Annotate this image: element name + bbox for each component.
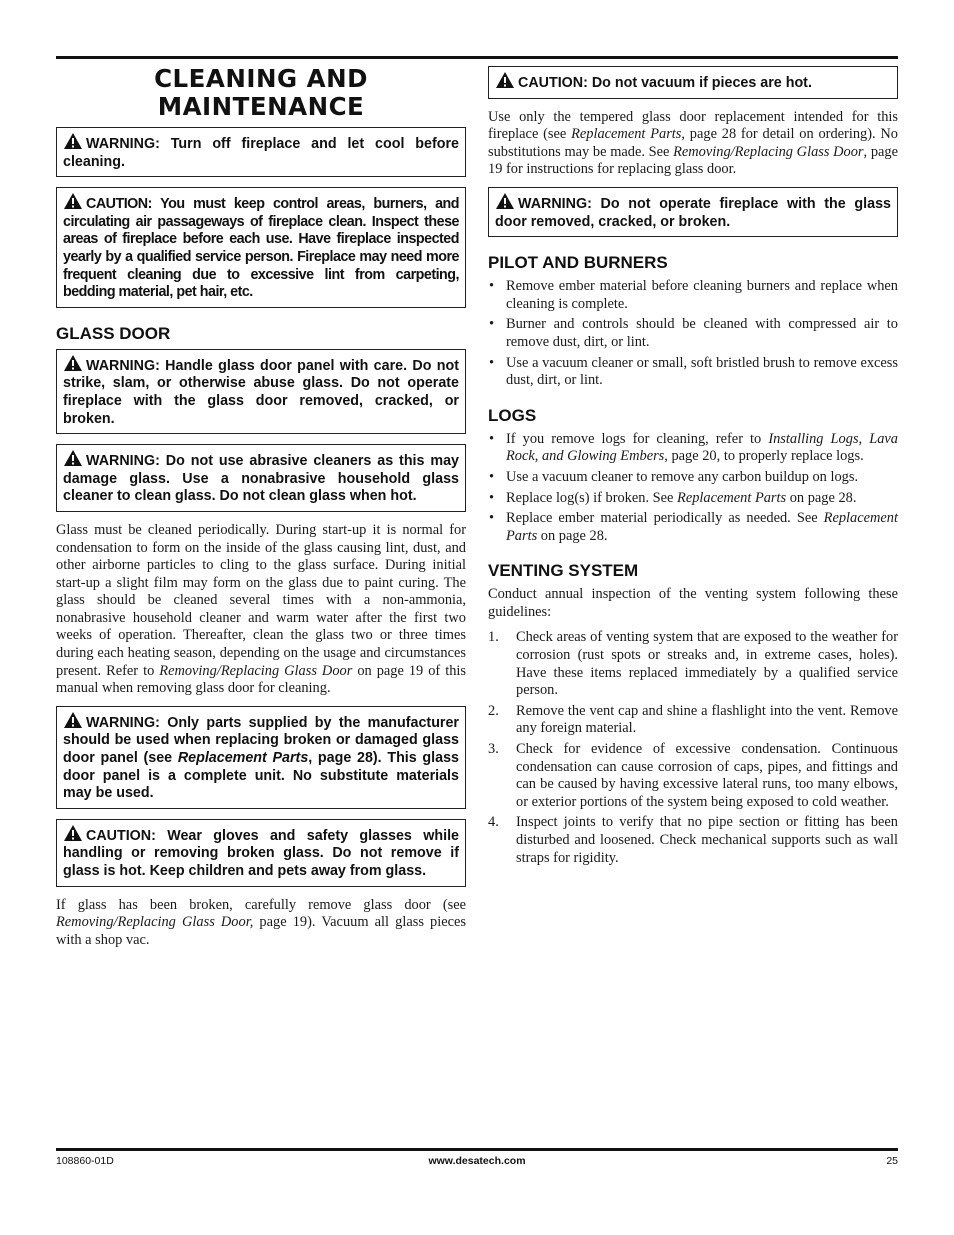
warning-triangle-icon (495, 71, 515, 89)
caution-box-vacuum: CAUTION: Do not vacuum if pieces are hot. (488, 66, 898, 99)
section-heading-glass-door: GLASS DOOR (56, 323, 171, 343)
bottom-rule (56, 1148, 898, 1151)
list-item: 2. Remove the vent cap and shine a flashlight into the vent. Remove any foreign material. (488, 702, 898, 737)
warning-triangle-icon (63, 132, 83, 150)
venting-steps-list (488, 629, 898, 867)
list-item: • Burner and controls should be cleaned with compressed air to remove dust, dirt, or lint. (488, 316, 898, 351)
document-number: 108860-01D (56, 1155, 114, 1167)
caution-box-clean-areas: CAUTION: You must keep control areas, burners, and circulating air passageways of fireplace clean. Inspect these areas of fireplace before each use. Have fireplace inspected yearly by a qualified service person. Fireplace may need more frequent cleaning due to excessive lint from carpeting, bedding material, pet hair, etc. (56, 187, 466, 308)
warning-box-cool: WARNING: Turn off fireplace and let cool before cleaning. (56, 127, 466, 177)
list-item: 4. Inspect joints to verify that no pipe section or fitting has been disturbed and loosened. Check mechanical supports such as wall straps for rigidity. (488, 814, 898, 866)
list-item: 1. Check areas of venting system that are exposed to the weather for corrosion (rust spots or streaks and, in extreme cases, holes). Have these items replaced immediately by a qualified service person. (488, 629, 898, 699)
warning-box-parts: WARNING: Only parts supplied by the manufacturer should be used when replacing broken or damaged glass door panel (see Replacement Parts, page 28). This glass door panel is a complete unit. No substitute materials may be used. (56, 706, 466, 809)
section-heading-venting: VENTING SYSTEM (488, 561, 639, 581)
section-heading-logs: LOGS (488, 405, 537, 425)
warning-triangle-icon (63, 449, 83, 467)
paragraph-tempered-glass: Use only the tempered glass door replacement intended for this fireplace (see Replacement Parts, page 28 for detail on ordering). No substitutions may be made. See Removing/Replacing Glass Door, page 19 for instructions for replacing glass door. (488, 108, 898, 178)
warning-box-abrasive: WARNING: Do not use abrasive cleaners as this may damage glass. Use a nonabrasive household glass cleaner to clean glass. Do not clean glass when hot. (56, 444, 466, 512)
pilot-burner-list (488, 278, 898, 390)
caution-box-gloves: CAUTION: Wear gloves and safety glasses while handling or removing broken glass. Do not remove if glass is hot. Keep children and pets away from glass. (56, 819, 466, 887)
list-item: • If you remove logs for cleaning, refer to Installing Logs, Lava Rock, and Glowing Embers, page 20, to properly replace logs. (488, 431, 898, 466)
section-heading-pilot-burners: PILOT AND BURNERS (488, 253, 668, 273)
logs-list (488, 431, 898, 546)
list-item: 3. Check for evidence of excessive condensation. Continuous condensation can cause corrosion of caps, pipes, and fittings and can be caused by having excessive lateral runs, too many elbows, or exterior portions of the system being exposed to cold weather. (488, 741, 898, 810)
right-column (488, 62, 898, 870)
title-line-1: CLEANING AND (154, 64, 368, 93)
paragraph-venting-intro: Conduct annual inspection of the venting system following these guidelines: (488, 586, 898, 620)
list-item: • Remove ember material before cleaning burners and replace when cleaning is complete. (488, 278, 898, 313)
website-link[interactable]: www.desatech.com (428, 1155, 526, 1167)
page-number: 25 (886, 1155, 898, 1167)
list-item: • Use a vacuum cleaner to remove any carbon buildup on logs. (488, 469, 898, 487)
warning-triangle-icon (63, 711, 83, 729)
warning-triangle-icon (495, 192, 515, 210)
paragraph-glass-cleaning: Glass must be cleaned periodically. During start-up it is normal for condensation to form on the inside of the glass causing lint, dust, and other airborne particles to cling to the glass surface. During initial start-up a slight film may form on the glass due to paint curing. The glass should be cleaned several times with a non-ammonia, nonabrasive household cleaner and warm water after the first two weeks of operation. Thereafter, clean the glass two or three times during each heating season, depending on the usage and circumstances present. Refer to Removing/Replacing Glass Door on page 19 of this manual when removing glass door for cleaning. (56, 521, 467, 697)
paragraph-broken-glass: If glass has been broken, carefully remove glass door (see Removing/Replacing Glass Door, page 19). Vacuum all glass pieces with a shop vac. (56, 896, 467, 948)
list-item: • Replace log(s) if broken. See Replacement Parts on page 28. (488, 490, 898, 508)
warning-triangle-icon (63, 192, 83, 210)
title-line-2: MAINTENANCE (157, 92, 365, 121)
warning-box-operate: WARNING: Do not operate fireplace with the glass door removed, cracked, or broken. (488, 187, 898, 237)
warning-triangle-icon (63, 824, 83, 842)
top-rule (56, 56, 898, 59)
left-column (56, 62, 466, 957)
list-item: • Replace ember material periodically as needed. See Replacement Parts on page 28. (488, 510, 898, 545)
page-title (56, 65, 466, 121)
list-item: • Use a vacuum cleaner or small, soft bristled brush to remove excess dust, dirt, or lint. (488, 355, 898, 390)
warning-triangle-icon (63, 354, 83, 372)
warning-box-handle-glass: WARNING: Handle glass door panel with care. Do not strike, slam, or otherwise abuse glass. Do not operate fireplace with the glass door removed, cracked, or broken. (56, 349, 466, 434)
